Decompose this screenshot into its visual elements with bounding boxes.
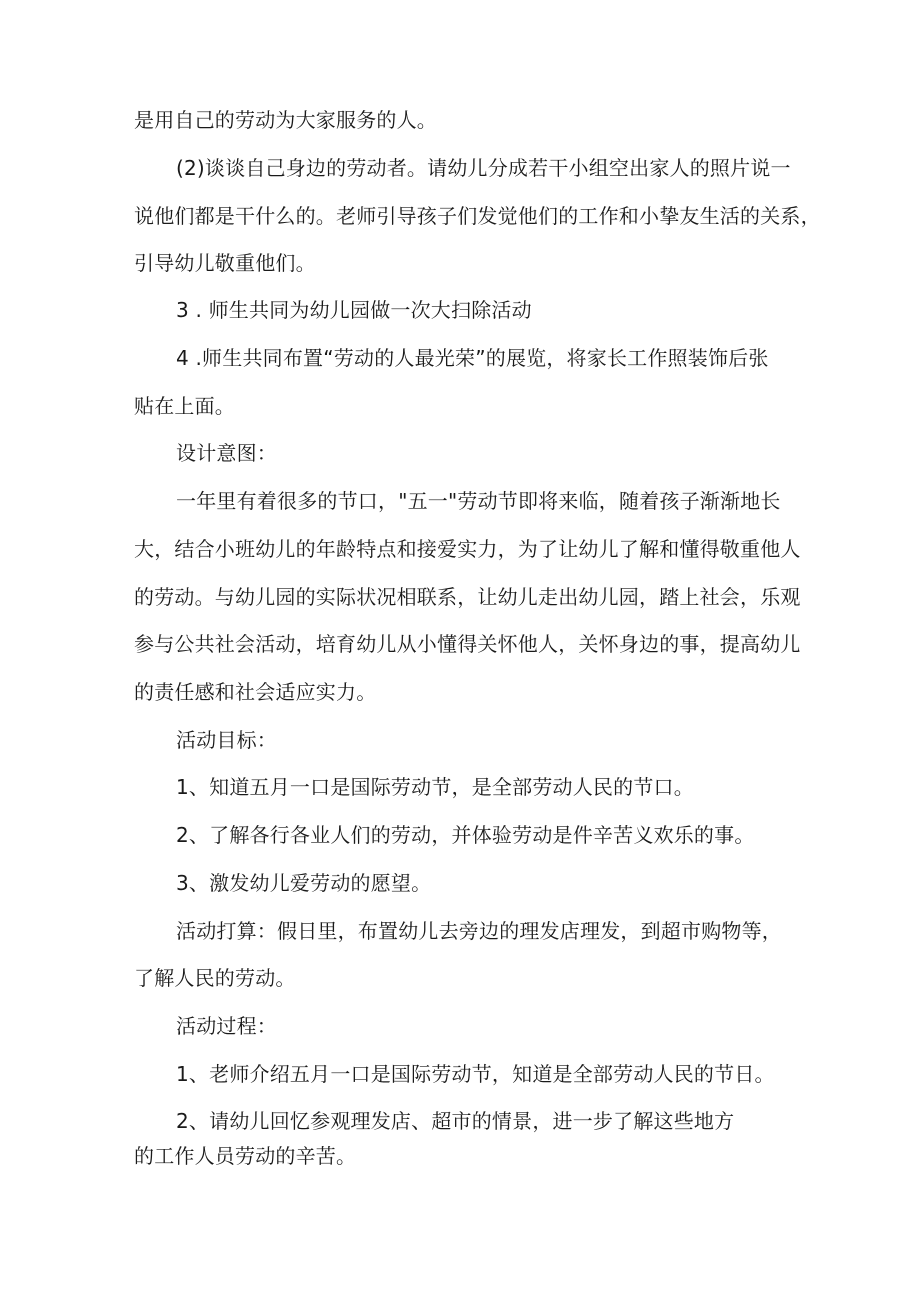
text-line: 参与公共社会活动，培育幼儿从小懂得关怀他人，关怀身边的事，提高幼儿 (134, 632, 801, 656)
text-line: 4 .师生共同布置“劳动的人最光荣”的展览，将家长工作照装饰后张 (176, 346, 769, 370)
text-line: 了解人民的劳动。 (134, 966, 296, 990)
section-heading: 活动目标： (176, 728, 277, 752)
text-line: 1、老师介绍五月一口是国际劳动节，知道是全部劳动人民的节日。 (176, 1062, 775, 1086)
text-line: 活动打算：假日里，布置幼儿去旁边的理发店理发，到超市购物等， (176, 919, 782, 943)
text-line: 3 . 师生共同为幼儿园做一次大扫除活动 (176, 298, 532, 322)
text-line: 2、请幼儿回忆参观理发店、超市的情景，进一步了解这些地方 (176, 1109, 735, 1133)
text-line: 的劳动。与幼儿园的实际状况相联系，让幼儿走出幼儿园，踏上社会，乐观 (134, 585, 801, 609)
text-line: 贴在上面。 (134, 394, 235, 418)
section-heading: 设计意图： (176, 441, 277, 465)
section-heading: 活动过程： (176, 1014, 277, 1038)
text-line: 一年里有着很多的节口，"五一"劳动节即将来临，随着孩子渐渐地长 (176, 489, 781, 513)
text-line: 说他们都是干什么的。老师引导孩子们发觉他们的工作和小挚友生活的关系， (134, 204, 821, 228)
text-line: 引导幼儿敬重他们。 (134, 251, 316, 275)
text-line: 是用自己的劳动为大家服务的人。 (134, 108, 437, 132)
text-line: 3、激发幼儿爱劳动的愿望。 (176, 871, 432, 895)
text-line: 大，结合小班幼儿的年龄特点和接爱实力，为了让幼儿了解和懂得敬重他人 (134, 537, 801, 561)
text-line: 的工作人员劳动的辛苦。 (134, 1144, 357, 1168)
text-line: 1、知道五月一口是国际劳动节，是全部劳动人民的节口。 (176, 775, 694, 799)
text-line: (2)谈谈自己身边的劳动者。请幼儿分成若干小组空出家人的照片说一 (176, 156, 791, 180)
text-line: 2、了解各行各业人们的劳动，并体验劳动是件辛苦义欢乐的事。 (176, 823, 755, 847)
text-line: 的责任感和社会适应实力。 (134, 680, 377, 704)
